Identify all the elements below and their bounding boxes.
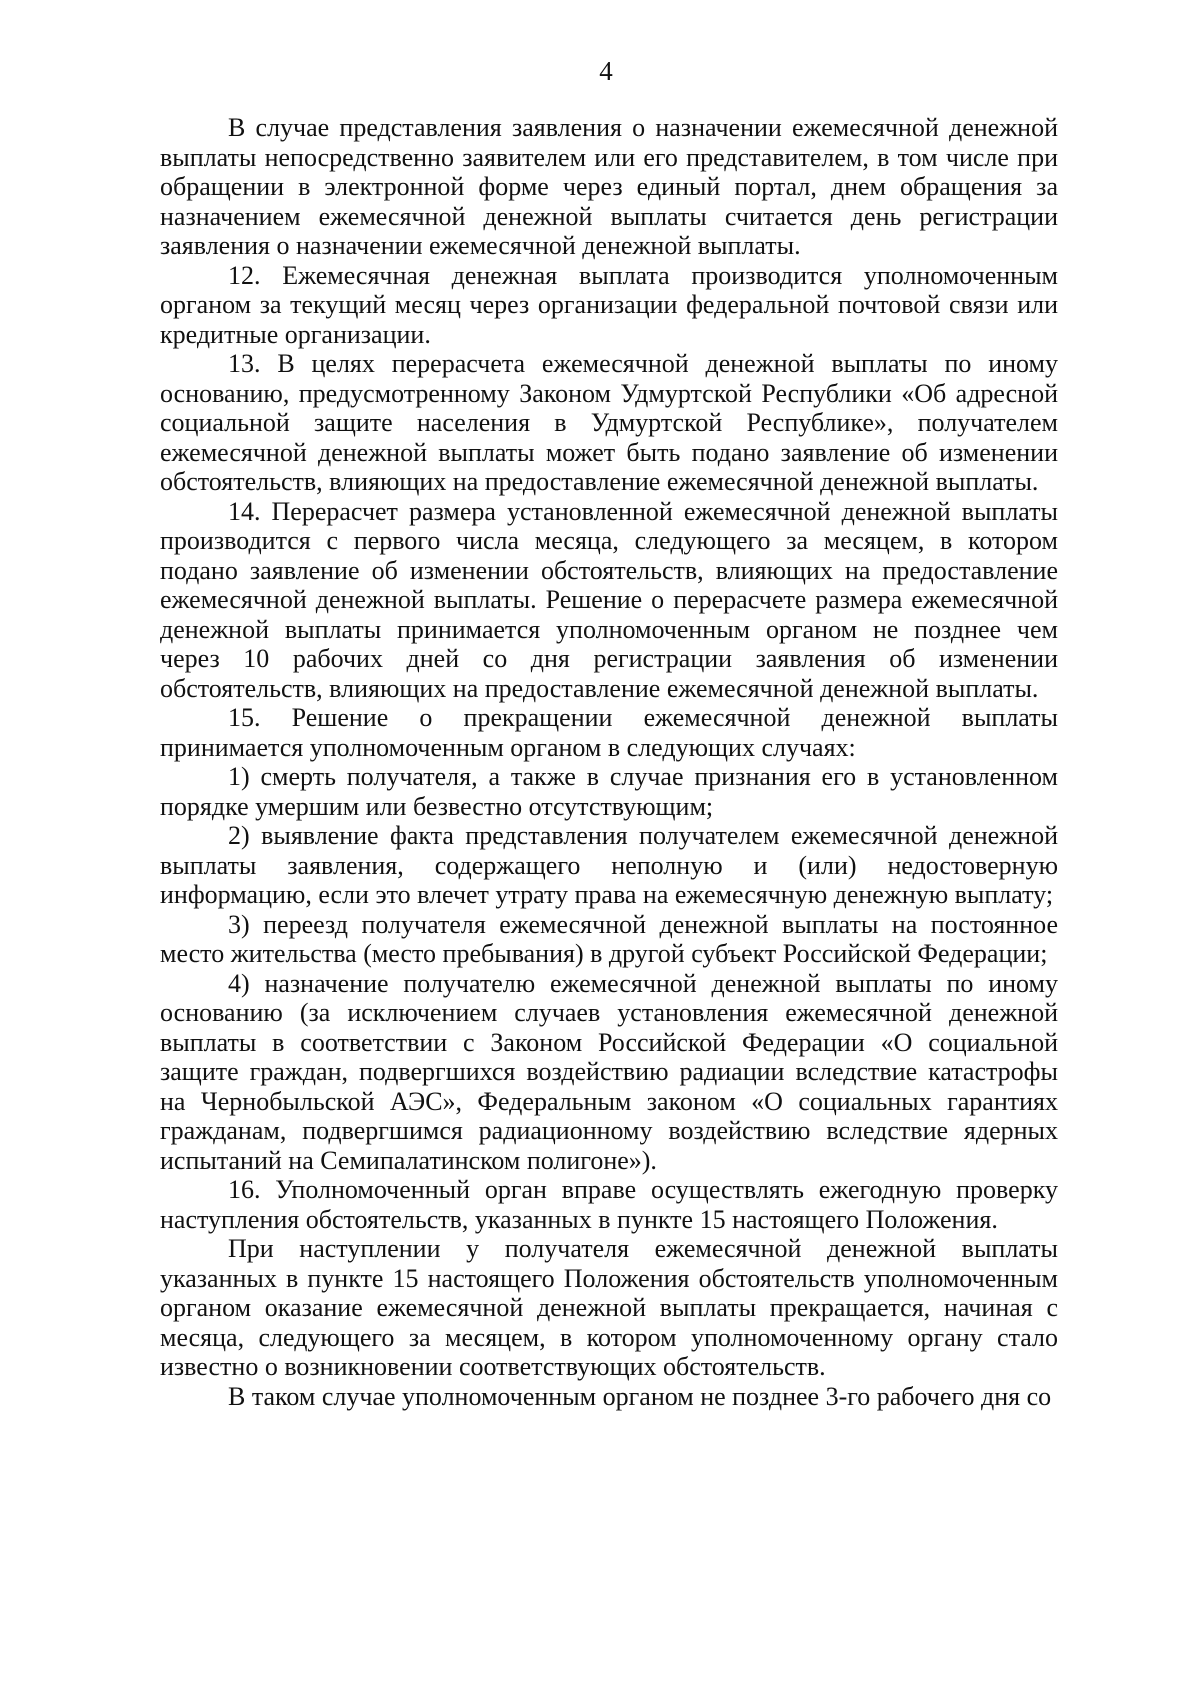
page-number: 4 [599,56,613,86]
paragraph-final-partial: В таком случае уполномоченным органом не позднее 3-го рабочего дня со [228,1381,1052,1411]
paragraph-15-item-2: 2) выявление факта представления получателем ежемесячной денежной выплаты заявления, содержащего неполную и (или) недостоверную информацию, если это влечет утрату права на ежемесячную денежную выплату; [160,821,1058,909]
document-body [160,113,1058,1411]
paragraph-16: 16. Уполномоченный орган вправе осуществлять ежегодную проверку наступления обстоятельств, указанных в пункте 15 настоящего Положения. [160,1175,1058,1234]
paragraph-15-item-1: 1) смерть получателя, а также в случае признания его в установленном порядке умершим или безвестно отсутствующим; [160,762,1058,821]
paragraph-application-date: В случае представления заявления о назначении ежемесячной денежной выплаты непосредственно заявителем или его представителем, в том числе при обращении в электронной форме через единый портал, днем обращения за назначением ежемесячной денежной выплаты считается день регистрации заявления о назначении ежемесячной денежной выплаты. [160,113,1058,260]
paragraph-14: 14. Перерасчет размера установленной ежемесячной денежной выплаты производится с первого числа месяца, следующего за месяцем, в котором подано заявление об изменении обстоятельств, влияющих на предоставление ежемесячной денежной выплаты. Решение о перерасчете размера ежемесячной денежной выплаты принимается уполномоченным органом не позднее чем через 10 рабочих дней со дня регистрации заявления об изменении обстоятельств, влияющих на предоставление ежемесячной денежной выплаты. [160,496,1058,703]
paragraph-16-continuation: При наступлении у получателя ежемесячной денежной выплаты указанных в пункте 15 настоящего Положения обстоятельств уполномоченным органом оказание ежемесячной денежной выплаты прекращается, начиная с месяца, следующего за месяцем, в котором уполномоченному органу стало известно о возникновении соответствующих обстоятельств. [160,1234,1058,1381]
paragraph-15-item-4: 4) назначение получателю ежемесячной денежной выплаты по иному основанию (за исключением случаев установления ежемесячной денежной выплаты в соответствии с Законом Российской Федерации «О социальной защите граждан, подвергшихся воздействию радиации вследствие катастрофы на Чернобыльской АЭС», Федеральным законом «О социальных гарантиях гражданам, подвергшимся радиационному воздействию вследствие ядерных испытаний на Семипалатинском полигоне»). [160,968,1058,1175]
paragraph-15: 15. Решение о прекращении ежемесячной денежной выплаты принимается уполномоченным органом в следующих случаях: [160,703,1058,762]
paragraph-13: 13. В целях перерасчета ежемесячной денежной выплаты по иному основанию, предусмотренному Законом Удмуртской Республики «Об адресной социальной защите населения в Удмуртской Республике», получателем ежемесячной денежной выплаты может быть подано заявление об изменении обстоятельств, влияющих на предоставление ежемесячной денежной выплаты. [160,349,1058,496]
paragraph-15-item-3: 3) переезд получателя ежемесячной денежной выплаты на постоянное место жительства (место пребывания) в другой субъект Российской Федерации; [160,909,1058,968]
paragraph-12: 12. Ежемесячная денежная выплата производится уполномоченным органом за текущий месяц через организации федеральной почтовой связи или кредитные организации. [160,260,1058,349]
